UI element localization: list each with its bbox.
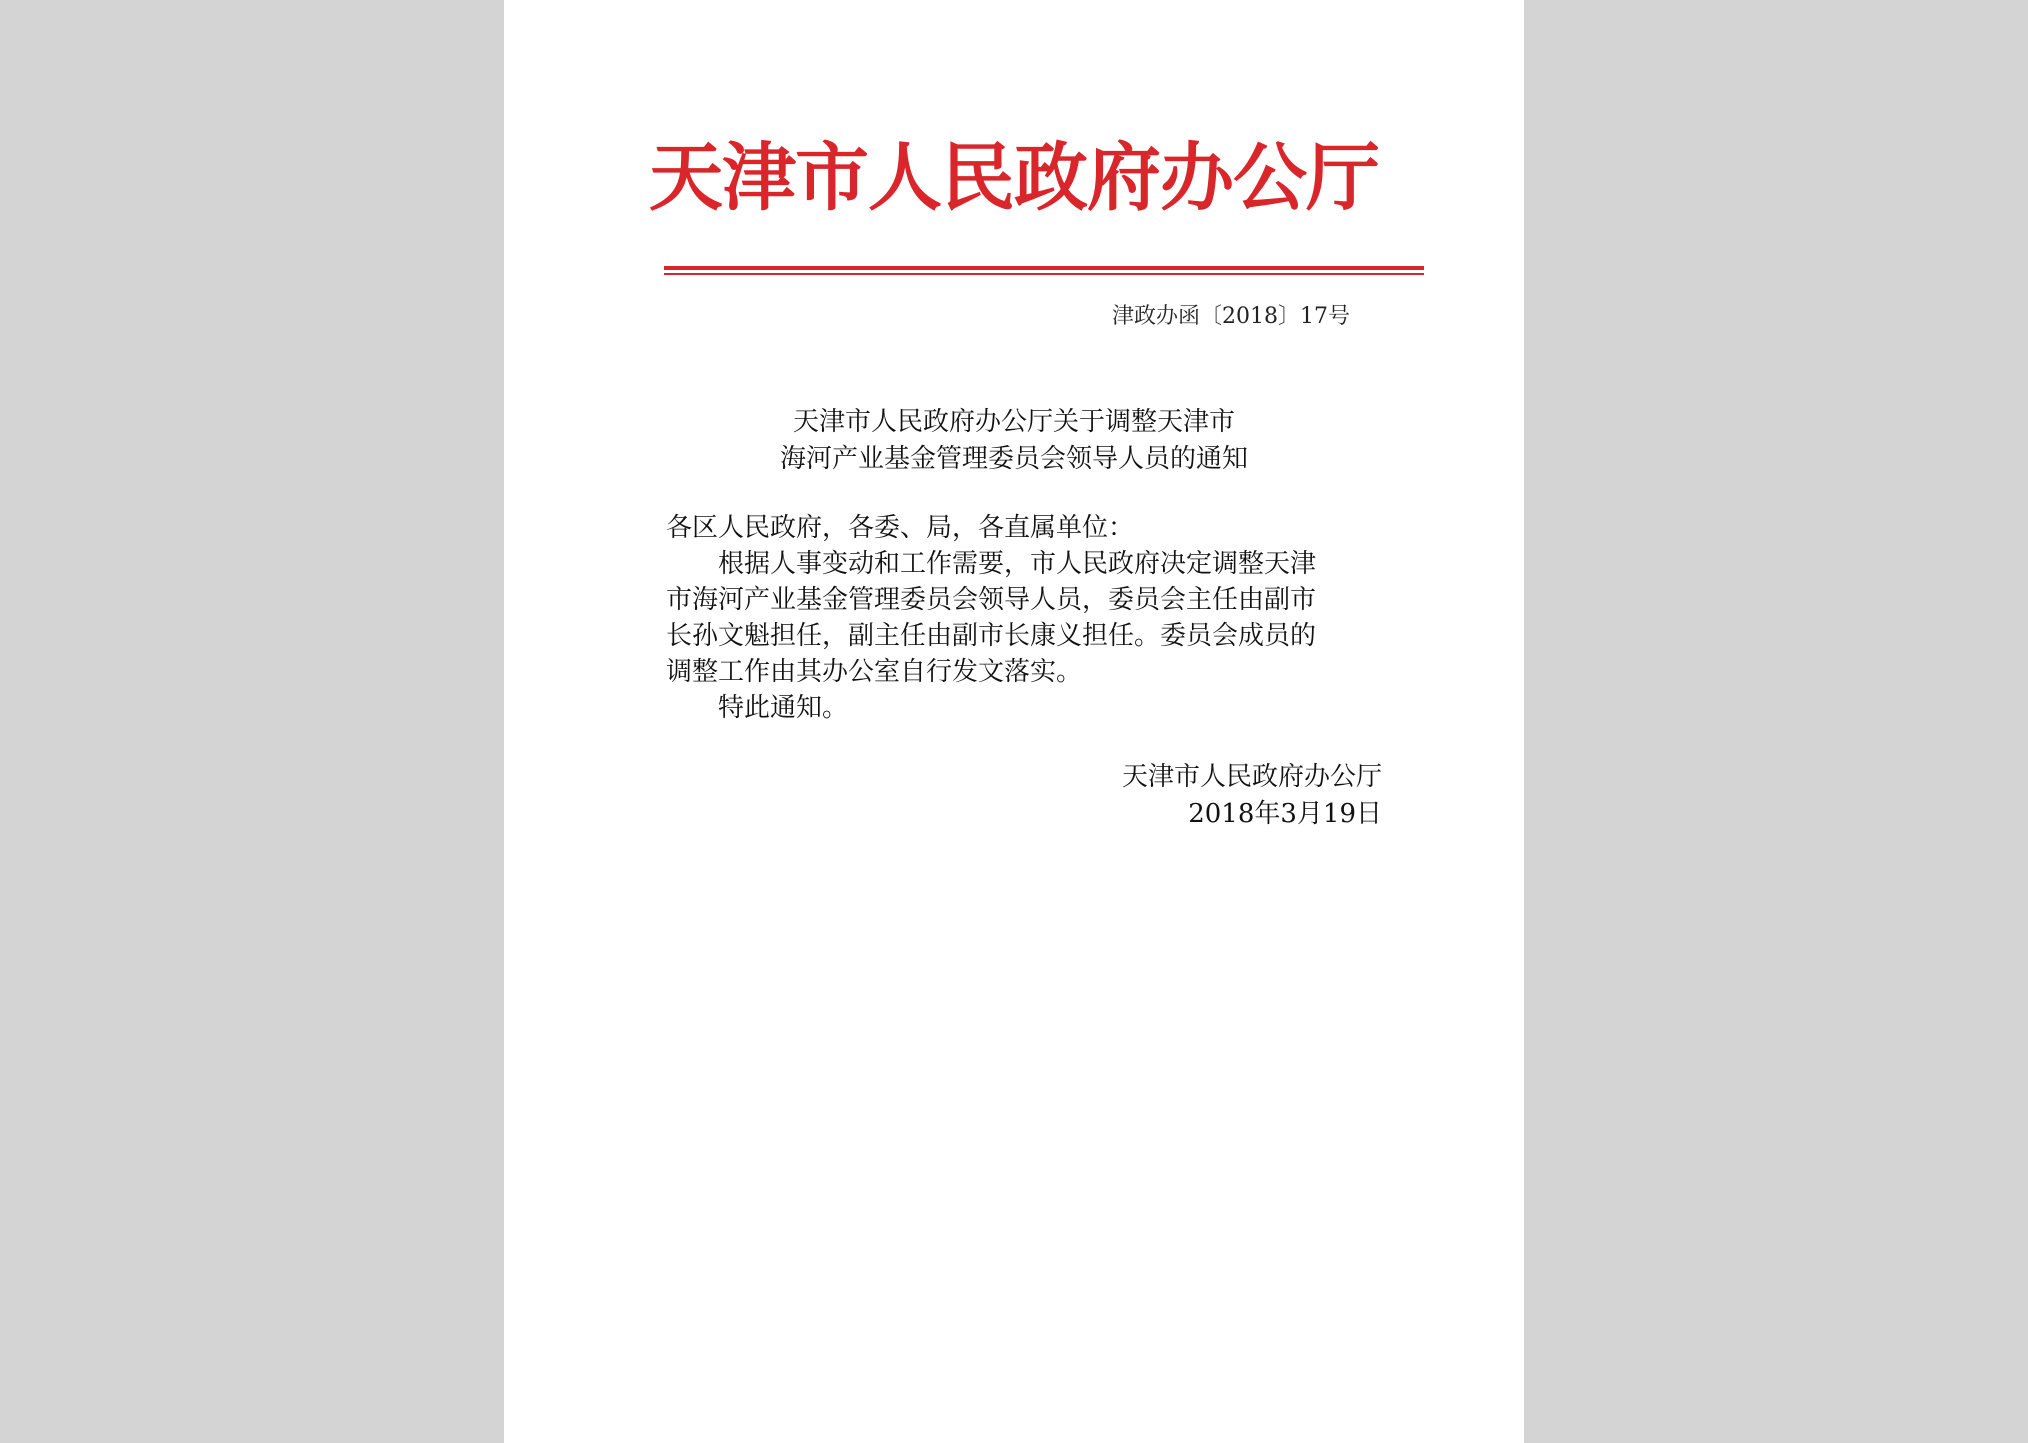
signature-block [1122,759,1382,833]
title-line-1: 天津市人民政府办公厅关于调整天津市 [792,407,1235,437]
addressee: 各区人民政府，各委、局，各直属单位： [666,513,1135,543]
document-body [666,510,1374,726]
red-divider-thick [664,266,1424,270]
document-title [504,404,1524,478]
masthead-title: 天津市人民政府办公厅 [649,135,1379,221]
body-line-2: 市海河产业基金管理委员会领导人员，委员会主任由副市 [666,585,1317,615]
document-date: 2018年3月19日 [1188,799,1382,829]
body-line-4: 调整工作由其办公室自行发文落实。 [666,657,1083,687]
red-divider-thin [664,273,1424,275]
document-page [504,0,1524,1443]
document-number: 津政办函〔2018〕17号 [1112,304,1350,329]
signature: 天津市人民政府办公厅 [1121,762,1382,792]
title-line-2: 海河产业基金管理委员会领导人员的通知 [779,444,1248,474]
closing-remark: 特此通知。 [718,693,849,723]
body-line-1: 根据人事变动和工作需要，市人民政府决定调整天津 [718,549,1317,579]
body-line-3: 长孙文魁担任，副主任由副市长康义担任。委员会成员的 [666,621,1317,651]
